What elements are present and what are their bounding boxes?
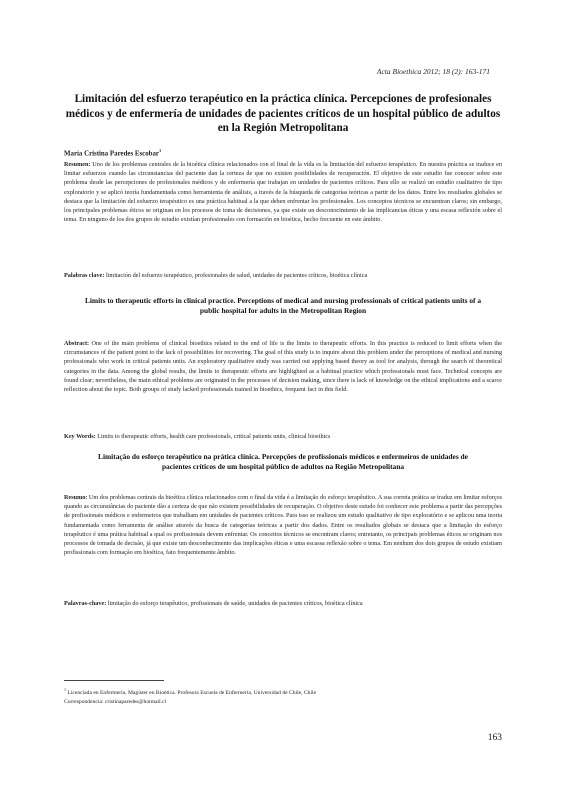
author-footnote [64,685,502,708]
footnote-affiliation [64,685,502,698]
abstract-english-label: Abstract: [64,340,90,347]
keywords-spanish-label: Palabras clave: [64,272,105,279]
abstract-spanish-label: Resumen: [64,161,91,168]
keywords-spanish [64,271,502,280]
journal-reference: Acta Bioethica 2012; 18 (2): 163-171 [376,67,490,76]
keywords-portuguese-label: Palavras-chave: [64,600,107,607]
footnote-correspondence: Correspondencia: cristinaparedes@hotmail.cl [64,699,167,706]
keywords-portuguese-text: limitação do esforço terapêutico, profissionais de saúde, unidades de pacientes críticos, bioética clínica [106,600,363,607]
author-name: María Cristina Paredes Escobar [64,150,159,158]
keywords-english-label: Key Words: [64,433,96,440]
abstract-english [64,339,502,394]
footnote-divider [64,680,164,681]
abstract-portuguese-text: Um dos problemas centrais da bioética clínica relacionados com o final da vida é a limitação do esforço terapêutico. A sua correta prática se traduz em limitar esforços quando as circunstâncias do paciente dão a certeza de que não existem possibilidades de recuperação. O objetivo deste estudo foi conhecer este problema a partir das percepções de profissionais médicos e enfermeiros que trabalham em unidades de pacientes críticos. Para isso se realizou um estudo qualitativo de tipo exploratório e se aplicou uma teoria fundamentada como ferramenta de análise através da busca de categorias teóricas a partir dos dados. Entre os resultados globais se destaca que a limitação do esforço terapêutico é uma prática habitual a qual os profissionais devem enfrentar. Os conceitos técnicos se encontram claros; entretanto, os principais problemas éticos se originam nos processos de tomada de decisão, já que existe um desconhecimento das implicações éticas e uma escassa reflexão sobre o tema. Em nenhum dos dois grupos de estudo existiam profissionais com formação em bioética, fato frequentemente âmbito. [64,494,502,557]
article-title-portuguese: Limitação do esforço terapêutico na prática clínica. Percepções de profissionais médicos e enfermeiros de unidades de pacientes críticos de um hospital público de adultos na Região Metropolitana [98,452,468,471]
abstract-spanish [64,160,502,224]
abstract-spanish-text: Uno de los problemas centrales de la bioética clínica relacionados con el final de la vida es la limitación del esfuerzo terapéutico. En nuestra práctica se traduce en limitar esfuerzos cuando las circunstancias del paciente dan la certeza de que no existen posibilidades de recuperación. El objetivo de este estudio fue conocer sobre este problema desde las percepciones de profesionales médicos y de enfermería que trabajan en unidades de pacientes críticos. Para ello se realizó un estudio cualitativo de tipo exploratorio y se aplicó teoría fundamentada como herramienta de análisis, a través de la búsqueda de categorías teóricas a partir de los datos. Entre los resultados globales se destaca que la limitación del esfuerzo terapéutico es una práctica habitual a la que deben enfrentar los profesionales. Los conceptos técnicos se encuentran claros; sin embargo, los principales problemas éticos se originan en los procesos de toma de decisiones, ya que existe un desconocimiento de las implicancias éticas y una escasa reflexión sobre el tema. En ninguno de los dos grupos de estudio existían profesionales con formación en bioética, hecho frecuente en este ámbito. [64,161,502,224]
keywords-english-text: Limits to therapeutic efforts, health care professionals, critical patients units, clinical bioethics [95,433,331,440]
footnote-affiliation-text: Licenciada en Enfermería, Magíster en Bioética. Profesora Escuela de Enfermería, Universidad de Chile, Chile [66,689,317,696]
author-footnote-mark: 1 [159,148,162,153]
abstract-portuguese-label: Resumo: [64,494,88,501]
author-line [64,148,161,157]
abstract-english-text: One of the main problems of clinical bioethics related to the end of life is the limits to therapeutic efforts. In this practice is reduced to limit efforts when the circumstances of the patient point to the lack of possibilities for recovering. The goal of this study is to inquire about this problem under the perceptions of medical and nursing professionals who work in critical patients units. An exploratory qualitative study was carried out applying based theory as tool for analysis, through the search of theoretical categories in the data. Among the global results, the limits to therapeutic efforts are highlighted as a habitual practice which professionals must face. Technical concepts are found clear; nevertheless, the main ethical problems are originated in the processes of decision making, since there is lack of knowledge on the ethical implications and a scarce reflection about the topic. Both groups of study lacked professionals trained in bioethics, frequent fact in this field. [64,340,502,394]
keywords-portuguese [64,599,502,608]
article-title-english: Limits to therapeutic efforts in clinical practice. Perceptions of medical and nursing professionals of critical patients units of a public hospital for adults in the Metropolitan Region [84,296,482,315]
article-title-spanish: Limitación del esfuerzo terapéutico en la práctica clínica. Percepciones de profesionales médicos y de enfermería de unidades de pacientes críticos de un hospital público de adultos en la Región Metropolitana [65,93,501,134]
footnote-mark: 1 [64,687,66,692]
keywords-english [64,432,502,441]
keywords-spanish-text: limitación del esfuerzo terapéutico, profesionales de salud, unidades de pacientes críticos, bioética clínica [104,272,368,279]
abstract-portuguese [64,493,502,557]
page-number: 163 [487,733,502,743]
